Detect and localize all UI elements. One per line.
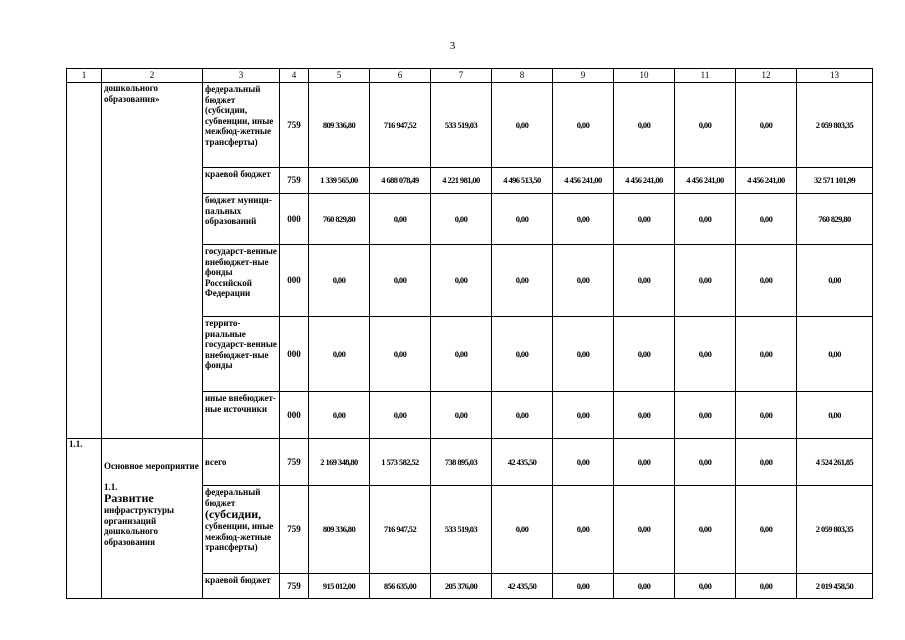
value-cell: 0,00 — [492, 486, 553, 574]
value-cell: 0,00 — [736, 392, 797, 439]
value-cell: 4 456 241,00 — [614, 168, 675, 194]
number-cell: 1.1. — [67, 439, 102, 599]
value-cell: 0,00 — [553, 486, 614, 574]
value-cell: 0,00 — [553, 392, 614, 439]
value-cell: 0,00 — [370, 317, 431, 392]
value-cell: 1 573 582,52 — [370, 439, 431, 486]
value-cell: 0,00 — [309, 317, 370, 392]
value-cell: 0,00 — [370, 194, 431, 245]
value-cell: 533 519,03 — [431, 83, 492, 168]
value-cell: 716 947,52 — [370, 486, 431, 574]
header-cell: 10 — [614, 69, 675, 83]
total-cell: 760 829,80 — [797, 194, 873, 245]
source-cell: государст-венные внебюджет-ные фонды Российской Федерации — [203, 245, 280, 317]
value-cell: 0,00 — [431, 245, 492, 317]
activity-number: 1.1. — [104, 481, 118, 492]
program-name-cell: дошкольного образования» — [102, 83, 203, 439]
value-cell: 0,00 — [309, 392, 370, 439]
source-cell: федеральный бюджет (субсидии, субвенции, иные межбюд-жетные трансферты) — [203, 83, 280, 168]
value-cell: 4 456 241,00 — [675, 168, 736, 194]
value-cell: 533 519,03 — [431, 486, 492, 574]
code-cell: 000 — [280, 194, 309, 245]
value-cell: 0,00 — [492, 245, 553, 317]
value-cell: 0,00 — [736, 574, 797, 599]
source-text: (субсидии, — [205, 507, 262, 521]
value-cell: 0,00 — [431, 392, 492, 439]
value-cell: 0,00 — [553, 317, 614, 392]
value-cell: 0,00 — [736, 486, 797, 574]
value-cell: 0,00 — [675, 245, 736, 317]
value-cell: 2 169 348,80 — [309, 439, 370, 486]
budget-table — [66, 68, 873, 599]
header-cell: 7 — [431, 69, 492, 83]
source-cell: террито-риальные государст-венные внебюджет-ные фонды — [203, 317, 280, 392]
code-cell: 759 — [280, 486, 309, 574]
value-cell: 0,00 — [370, 392, 431, 439]
total-cell: 2 059 803,35 — [797, 486, 873, 574]
value-cell: 0,00 — [736, 194, 797, 245]
value-cell: 0,00 — [675, 317, 736, 392]
header-row — [67, 69, 873, 83]
value-cell: 0,00 — [553, 574, 614, 599]
value-cell: 0,00 — [736, 317, 797, 392]
activity-title-rest: инфраструктуры организаций дошкольного образования — [104, 505, 175, 547]
header-cell: 3 — [203, 69, 280, 83]
activity-type: Основное мероприятие — [104, 461, 199, 471]
total-cell: 0,00 — [797, 392, 873, 439]
value-cell: 205 376,00 — [431, 574, 492, 599]
value-cell: 4 456 241,00 — [553, 168, 614, 194]
code-cell: 000 — [280, 317, 309, 392]
header-cell: 6 — [370, 69, 431, 83]
total-cell: 0,00 — [797, 245, 873, 317]
value-cell: 0,00 — [614, 83, 675, 168]
value-cell: 4 688 078,49 — [370, 168, 431, 194]
source-cell: всего — [203, 439, 280, 486]
value-cell: 0,00 — [675, 83, 736, 168]
table-row — [67, 83, 873, 168]
value-cell: 0,00 — [736, 439, 797, 486]
value-cell: 0,00 — [675, 486, 736, 574]
value-cell: 0,00 — [492, 194, 553, 245]
code-cell: 759 — [280, 83, 309, 168]
source-cell: бюджет муници-пальных образований — [203, 194, 280, 245]
value-cell: 0,00 — [431, 317, 492, 392]
header-cell: 1 — [67, 69, 102, 83]
value-cell: 0,00 — [492, 392, 553, 439]
value-cell: 809 336,80 — [309, 486, 370, 574]
code-cell: 759 — [280, 574, 309, 599]
number-cell — [67, 83, 102, 439]
value-cell: 42 435,50 — [492, 439, 553, 486]
value-cell: 0,00 — [553, 83, 614, 168]
code-cell: 759 — [280, 439, 309, 486]
source-cell: иные внебюджет-ные источники — [203, 392, 280, 439]
value-cell: 0,00 — [492, 317, 553, 392]
value-cell: 0,00 — [614, 194, 675, 245]
header-cell: 5 — [309, 69, 370, 83]
value-cell: 0,00 — [675, 439, 736, 486]
activity-name-cell — [102, 439, 203, 599]
value-cell: 42 435,50 — [492, 574, 553, 599]
value-cell: 0,00 — [492, 83, 553, 168]
header-cell: 12 — [736, 69, 797, 83]
value-cell: 0,00 — [675, 392, 736, 439]
code-cell: 759 — [280, 168, 309, 194]
value-cell: 0,00 — [553, 439, 614, 486]
value-cell: 0,00 — [614, 392, 675, 439]
code-cell: 000 — [280, 392, 309, 439]
source-cell: краевой бюджет — [203, 168, 280, 194]
value-cell: 716 947,52 — [370, 83, 431, 168]
value-cell: 0,00 — [675, 194, 736, 245]
header-cell: 8 — [492, 69, 553, 83]
value-cell: 0,00 — [614, 486, 675, 574]
total-cell: 2 059 803,35 — [797, 83, 873, 168]
value-cell: 856 635,00 — [370, 574, 431, 599]
table-row — [67, 439, 873, 486]
value-cell: 0,00 — [736, 83, 797, 168]
value-cell: 4 456 241,00 — [736, 168, 797, 194]
total-cell: 0,00 — [797, 317, 873, 392]
value-cell: 0,00 — [614, 574, 675, 599]
value-cell: 738 895,03 — [431, 439, 492, 486]
value-cell: 0,00 — [431, 194, 492, 245]
source-text: федеральный бюджет — [205, 487, 261, 508]
header-cell: 4 — [280, 69, 309, 83]
total-cell: 4 524 261,85 — [797, 439, 873, 486]
value-cell: 0,00 — [614, 317, 675, 392]
value-cell: 0,00 — [614, 245, 675, 317]
value-cell: 0,00 — [370, 245, 431, 317]
value-cell: 0,00 — [553, 245, 614, 317]
value-cell: 0,00 — [675, 574, 736, 599]
page-number: 3 — [449, 40, 456, 52]
header-cell: 13 — [797, 69, 873, 83]
value-cell: 4 221 981,00 — [431, 168, 492, 194]
value-cell: 760 829,80 — [309, 194, 370, 245]
source-text: субвенции, иные межбюд-жетные трансферты) — [205, 521, 274, 552]
total-cell: 32 571 101,99 — [797, 168, 873, 194]
value-cell: 0,00 — [736, 245, 797, 317]
source-cell — [203, 486, 280, 574]
value-cell: 1 339 565,00 — [309, 168, 370, 194]
value-cell: 0,00 — [309, 245, 370, 317]
value-cell: 809 336,80 — [309, 83, 370, 168]
value-cell: 0,00 — [553, 194, 614, 245]
total-cell: 2 019 458,50 — [797, 574, 873, 599]
header-cell: 9 — [553, 69, 614, 83]
source-cell: краевой бюджет — [203, 574, 280, 599]
header-cell: 2 — [102, 69, 203, 83]
header-cell: 11 — [675, 69, 736, 83]
value-cell: 915 012,00 — [309, 574, 370, 599]
value-cell: 4 496 513,50 — [492, 168, 553, 194]
code-cell: 000 — [280, 245, 309, 317]
value-cell: 0,00 — [614, 439, 675, 486]
activity-title: Развитие — [104, 491, 154, 505]
